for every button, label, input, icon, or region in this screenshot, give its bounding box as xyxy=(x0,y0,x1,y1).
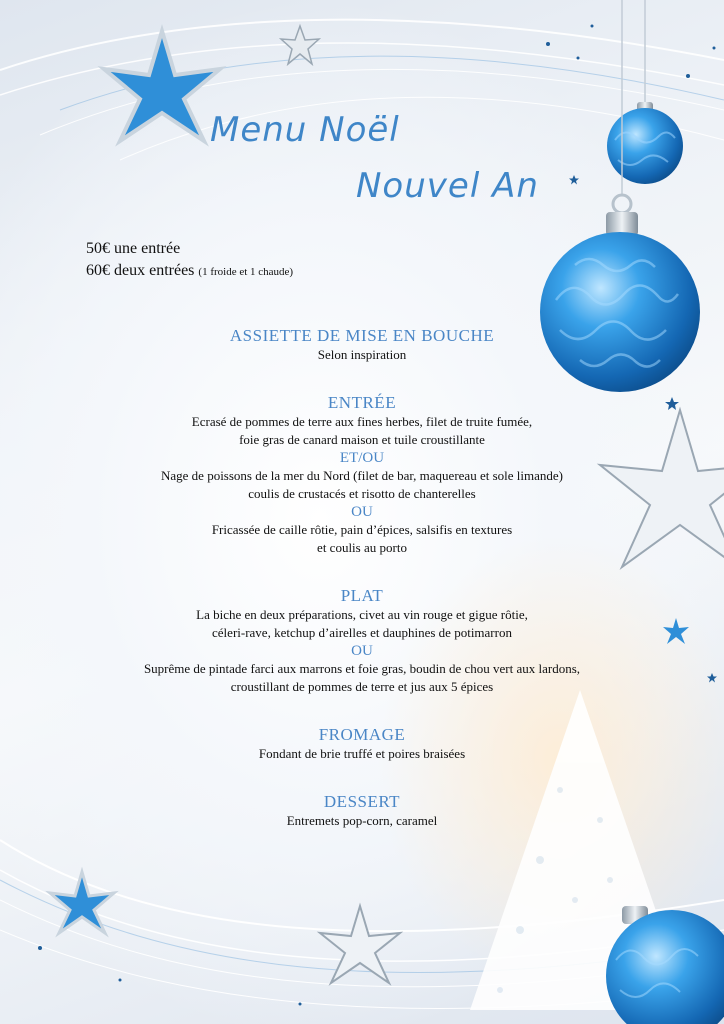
entree-option-2-line-1: Nage de poissons de la mer du Nord (filet de bar, maquereau et sole limande) xyxy=(161,468,563,483)
entree-separator-ou: OU xyxy=(351,504,373,520)
section-heading-amuse: ASSIETTE DE MISE EN BOUCHE xyxy=(229,326,495,345)
ornament-ball-icon xyxy=(607,0,683,184)
section-heading-plat: PLAT xyxy=(340,586,384,605)
price-one-text: 50€ une entrée xyxy=(86,240,181,257)
entree-option-3-line-1: Fricassée de caille rôtie, pain d’épices, salsifis en textures xyxy=(211,522,513,537)
entree-option-1-line-2: foie gras de canard maison et tuile croustillante xyxy=(239,432,485,447)
plat-option-2-line-1: Suprême de pintade farci aux marrons et foie gras, boudin de chou vert aux lardons, xyxy=(143,661,581,676)
star-icon xyxy=(104,31,220,141)
entree-option-1-line-1: Ecrasé de pommes de terre aux fines herbes, filet de truite fumée, xyxy=(191,414,533,429)
entree-separator-et-ou: ET/OU xyxy=(339,450,385,466)
entree-option-2-line-2: coulis de crustacés et risotto de chanterelles xyxy=(248,486,476,501)
amuse-text: Selon inspiration xyxy=(317,347,407,362)
menu-title-line-2: Nouvel An xyxy=(356,166,539,206)
fromage-text: Fondant de brie truffé et poires braisées xyxy=(258,746,466,761)
plat-option-1-line-2: céleri-rave, ketchup d’airelles et dauphines de potimarron xyxy=(212,625,512,640)
entree-option-3-line-2: et coulis au porto xyxy=(317,540,407,555)
price-two-note: (1 froide et 1 chaude) xyxy=(198,266,294,278)
price-two-entrees xyxy=(86,262,293,280)
section-heading-fromage: FROMAGE xyxy=(318,725,406,744)
price-two-text: 60€ deux entrées xyxy=(86,262,195,279)
section-heading-entree: ENTRÉE xyxy=(327,393,397,412)
star-icon xyxy=(663,618,689,644)
plat-separator-ou: OU xyxy=(351,643,373,659)
plat-option-1-line-1: La biche en deux préparations, civet au vin rouge et gigue rôtie, xyxy=(196,607,528,622)
dessert-text: Entremets pop-corn, caramel xyxy=(286,813,438,828)
menu-title-line-1: Menu Noël xyxy=(210,110,400,150)
section-heading-dessert: DESSERT xyxy=(323,792,401,811)
plat-option-2-line-2: croustillant de pommes de terre et jus aux 5 épices xyxy=(230,679,494,694)
menu-body xyxy=(60,326,664,830)
price-one-entree xyxy=(86,240,180,258)
star-icon xyxy=(50,872,114,933)
